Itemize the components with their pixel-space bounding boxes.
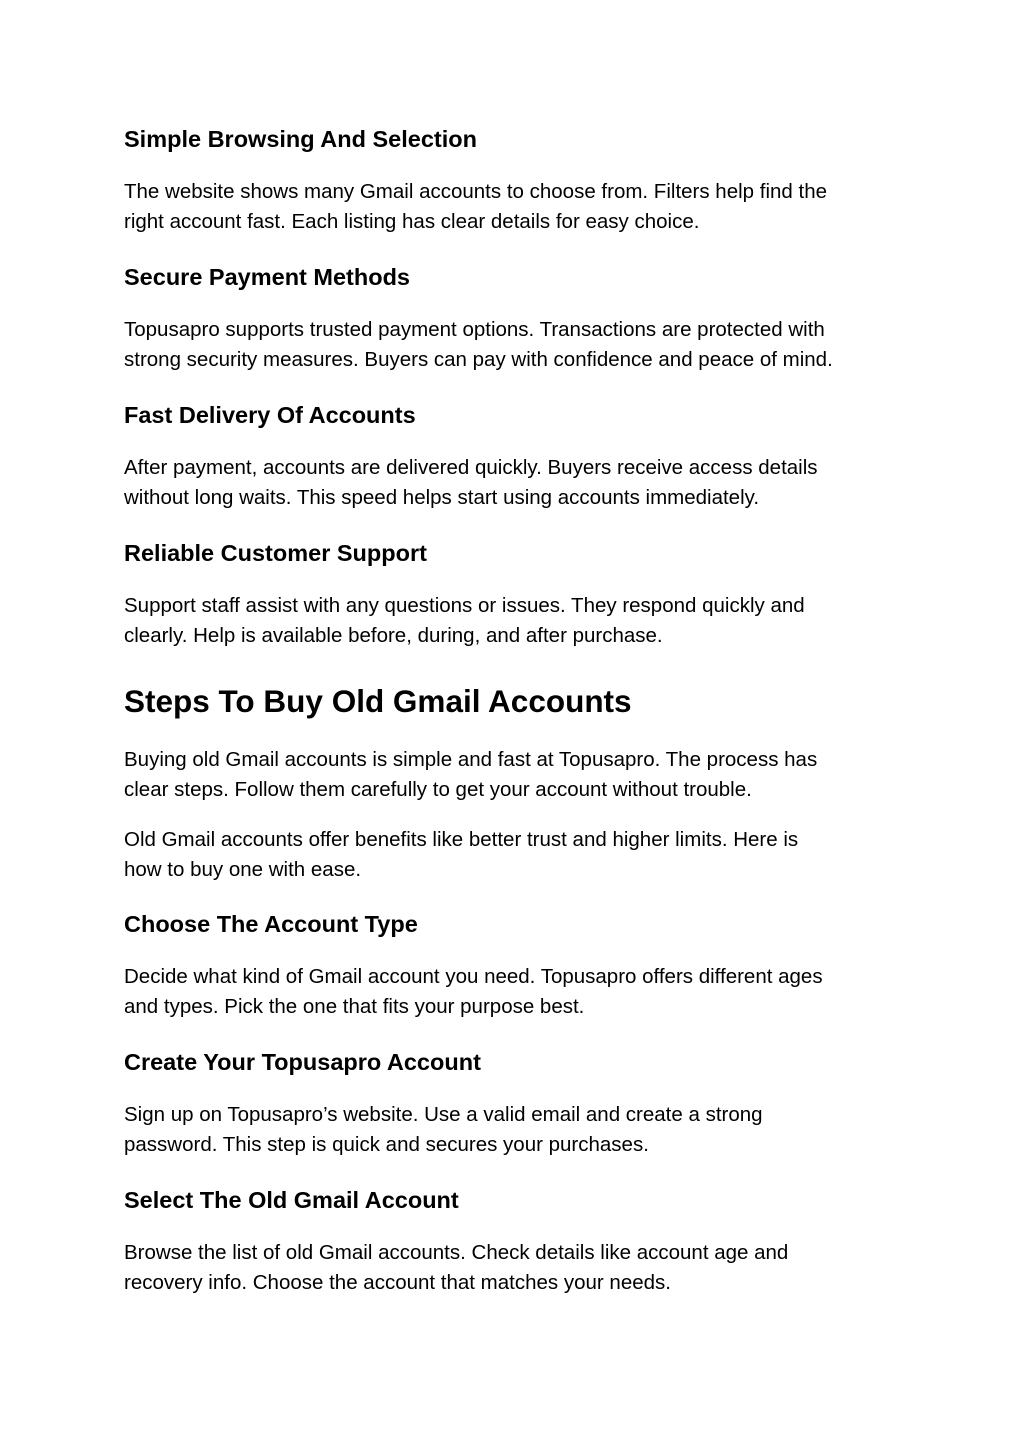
- paragraph-line: strong security measures. Buyers can pay with confidence and peace of mind.: [124, 347, 833, 371]
- paragraph-line: password. This step is quick and secures your purchases.: [124, 1132, 649, 1156]
- section-heading-customer-support: Reliable Customer Support: [124, 540, 427, 566]
- section-paragraph-customer-support: [124, 591, 805, 650]
- paragraph-line: After payment, accounts are delivered quickly. Buyers receive access details: [124, 456, 818, 479]
- section-heading-secure-payment: Secure Payment Methods: [124, 264, 411, 290]
- paragraph-line: right account fast. Each listing has clear details for easy choice.: [124, 209, 700, 233]
- step-heading-select-account: Select The Old Gmail Account: [124, 1187, 459, 1213]
- section-paragraph-fast-delivery: [124, 453, 818, 512]
- intro-paragraph-2: [124, 825, 798, 884]
- step-paragraph-create-account: [124, 1100, 763, 1159]
- intro-paragraph-1: [124, 745, 817, 804]
- paragraph-line: recovery info. Choose the account that matches your needs.: [124, 1270, 671, 1294]
- paragraph-line: clear steps. Follow them carefully to get your account without trouble.: [124, 777, 752, 801]
- paragraph-line: how to buy one with ease.: [124, 857, 362, 881]
- paragraph-line: Decide what kind of Gmail account you need. Topusapro offers different ages: [124, 965, 823, 988]
- paragraph-line: and types. Pick the one that fits your purpose best.: [124, 994, 585, 1018]
- main-heading-steps-to-buy: Steps To Buy Old Gmail Accounts: [124, 683, 632, 719]
- paragraph-line: Sign up on Topusapro’s website. Use a valid email and create a strong: [124, 1103, 763, 1126]
- step-heading-create-account: Create Your Topusapro Account: [124, 1049, 481, 1075]
- section-paragraph-simple-browsing: [124, 177, 827, 236]
- paragraph-line: Buying old Gmail accounts is simple and fast at Topusapro. The process has: [124, 748, 818, 771]
- step-paragraph-choose-account-type: [124, 962, 823, 1021]
- paragraph-line: Topusapro supports trusted payment options. Transactions are protected with: [124, 318, 825, 341]
- step-paragraph-select-account: [124, 1238, 788, 1297]
- paragraph-line: The website shows many Gmail accounts to choose from. Filters help find the: [124, 180, 828, 203]
- section-heading-simple-browsing: Simple Browsing And Selection: [124, 126, 477, 152]
- step-heading-choose-account-type: Choose The Account Type: [124, 911, 418, 937]
- paragraph-line: Support staff assist with any questions or issues. They respond quickly and: [124, 594, 805, 617]
- section-paragraph-secure-payment: [124, 315, 833, 374]
- paragraph-line: without long waits. This speed helps start using accounts immediately.: [124, 485, 760, 509]
- paragraph-line: Browse the list of old Gmail accounts. Check details like account age and: [124, 1241, 789, 1264]
- paragraph-line: Old Gmail accounts offer benefits like better trust and higher limits. Here is: [124, 828, 799, 851]
- section-heading-fast-delivery: Fast Delivery Of Accounts: [124, 402, 416, 428]
- paragraph-line: clearly. Help is available before, during, and after purchase.: [124, 623, 663, 647]
